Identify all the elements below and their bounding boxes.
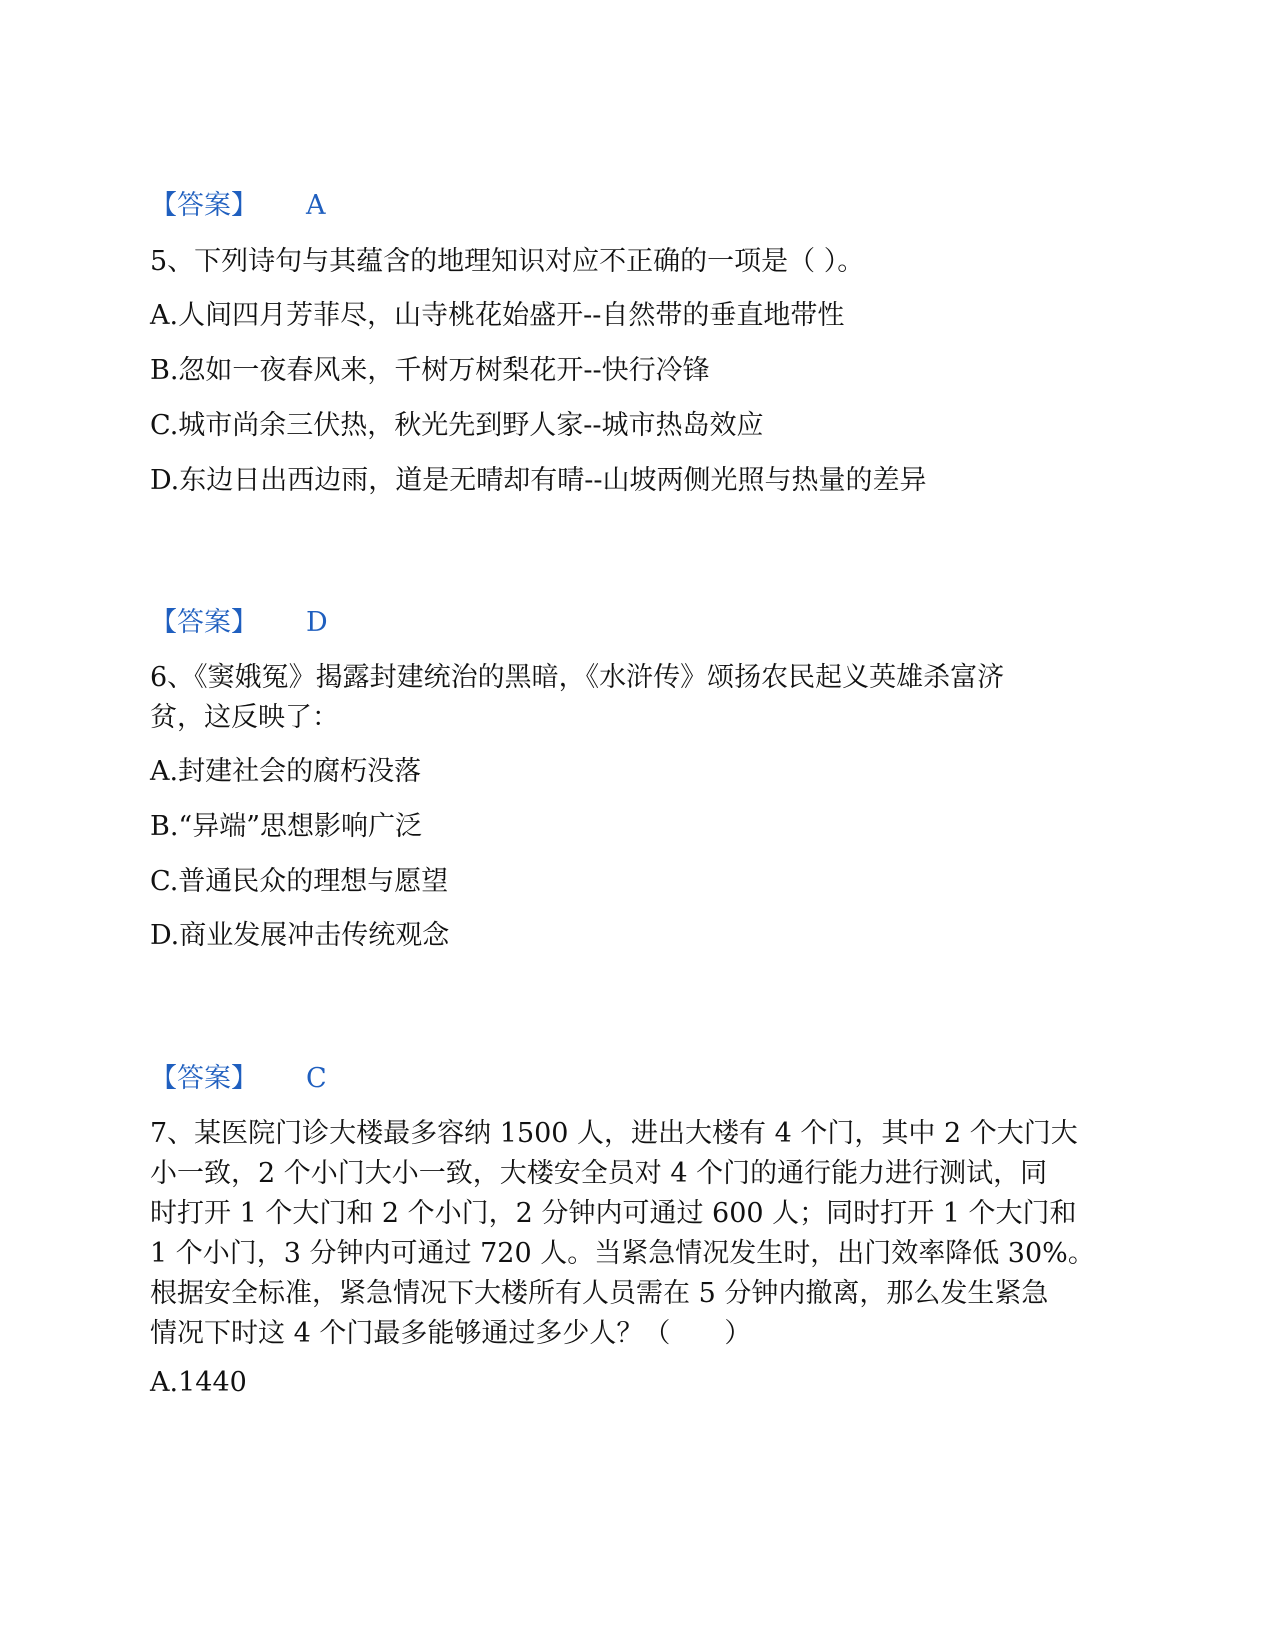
question-7-stem-line: 情况下时这 4 个门最多能够通过多少人？（ ） [150, 1318, 752, 1349]
question-7-stem [150, 1114, 1130, 1354]
question-6-option-a: A.封建社会的腐朽没落 [150, 756, 422, 787]
answer-q6 [150, 1063, 327, 1095]
answer-q4 [150, 190, 326, 222]
question-7-stem-line: 时打开 1 个大门和 2 个小门，2 分钟内可通过 600 人；同时打开 1 个大门和 [150, 1198, 1077, 1229]
question-6-stem-line-1: 6、《窦娥冤》揭露封建统治的黑暗，《水浒传》颂扬农民起义英雄杀富济 [150, 662, 1005, 693]
answer-label: 【答案】 [150, 1063, 258, 1094]
question-5-option-a: A.人间四月芳菲尽，山寺桃花始盛开--自然带的垂直地带性 [150, 300, 845, 331]
answer-value: A [306, 190, 326, 221]
question-7-option-a: A.1440 [150, 1367, 247, 1398]
question-6-stem-line-2: 贫，这反映了： [150, 702, 339, 733]
answer-q5 [150, 607, 328, 639]
question-5-stem: 5、下列诗句与其蕴含的地理知识对应不正确的一项是（ ）。 [150, 246, 865, 277]
question-7-stem-line: 1 个小门，3 分钟内可通过 720 人。当紧急情况发生时，出门效率降低 30%。 [150, 1238, 1095, 1269]
answer-value: C [306, 1063, 327, 1094]
question-5-option-c: C.城市尚余三伏热，秋光先到野人家--城市热岛效应 [150, 410, 764, 441]
answer-label: 【答案】 [150, 190, 258, 221]
question-5-option-b: B.忽如一夜春风来，千树万树梨花开--快行冷锋 [150, 355, 710, 386]
answer-value: D [306, 607, 328, 638]
question-5-option-d: D.东边日出西边雨，道是无晴却有晴--山坡两侧光照与热量的差异 [150, 465, 927, 496]
question-6-option-b: B.“异端”思想影响广泛 [150, 811, 423, 842]
question-7-stem-line: 7、某医院门诊大楼最多容纳 1500 人，进出大楼有 4 个门，其中 2 个大门大 [150, 1118, 1078, 1149]
question-7-stem-line: 小一致，2 个小门大小一致，大楼安全员对 4 个门的通行能力进行测试，同 [150, 1158, 1048, 1189]
answer-label: 【答案】 [150, 607, 258, 638]
question-6-option-d: D.商业发展冲击传统观念 [150, 920, 450, 951]
question-7-stem-line: 根据安全标准，紧急情况下大楼所有人员需在 5 分钟内撤离，那么发生紧急 [150, 1278, 1049, 1309]
question-6-option-c: C.普通民众的理想与愿望 [150, 866, 449, 897]
